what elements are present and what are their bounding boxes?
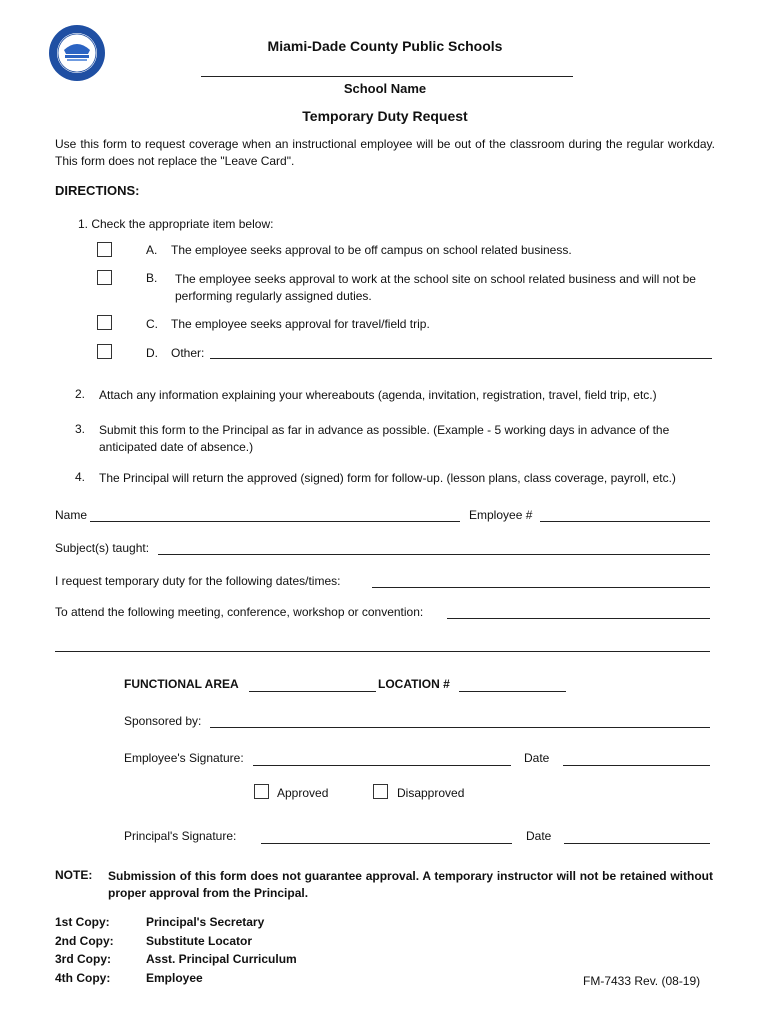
location-label: LOCATION # — [378, 677, 450, 691]
copy-1-value: Principal's Secretary — [146, 915, 265, 929]
checkbox-disapproved[interactable] — [373, 784, 388, 799]
option-c-text: The employee seeks approval for travel/field trip. — [171, 317, 430, 331]
step-3-num: 3. — [75, 422, 86, 436]
checkbox-option-b[interactable] — [97, 270, 112, 285]
step-2-text: Attach any information explaining your whereabouts (agenda, invitation, registration, travel, field trip, etc.) — [99, 388, 657, 402]
principal-signature-label: Principal's Signature: — [124, 829, 237, 843]
section-divider — [55, 651, 710, 652]
dates-label: I request temporary duty for the following dates/times: — [55, 574, 341, 588]
checkbox-option-d[interactable] — [97, 344, 112, 359]
copy-2-value: Substitute Locator — [146, 934, 253, 948]
step-4-text: The Principal will return the approved (signed) form for follow-up. (lesson plans, class coverage, payroll, etc.) — [99, 471, 676, 485]
name-label: Name — [55, 508, 88, 522]
dates-input-line[interactable] — [372, 587, 710, 588]
note-label: NOTE: — [55, 868, 93, 882]
employee-signature-label: Employee's Signature: — [124, 751, 244, 765]
sponsored-by-input-line[interactable] — [210, 727, 710, 728]
principal-date-label: Date — [526, 829, 552, 843]
note-text: Submission of this form does not guarantee approval. A temporary instructor will not be retained without proper approval from the Principal. — [108, 869, 713, 900]
employee-number-label: Employee # — [469, 508, 533, 522]
option-a-letter: A. — [146, 243, 158, 257]
form-number: FM-7433 Rev. (08-19) — [583, 974, 701, 988]
step-1: 1. Check the appropriate item below: — [78, 217, 274, 231]
subjects-label: Subject(s) taught: — [55, 541, 150, 555]
step-3-text: Submit this form to the Principal as far in advance as possible. (Example - 5 working days in advance of the anticipated date of absence.) — [99, 423, 670, 454]
option-d-label: Other: — [171, 346, 205, 360]
employee-number-input-line[interactable] — [540, 521, 710, 522]
directions-heading: DIRECTIONS: — [55, 183, 140, 198]
approved-label: Approved — [277, 786, 329, 800]
school-name-line[interactable] — [201, 76, 573, 77]
intro-text: Use this form to request coverage when an instructional employee will be out of the classroom during the regular workday. This form does not replace the "Leave Card". — [55, 137, 715, 168]
other-input-line[interactable] — [210, 358, 712, 359]
employee-signature-line[interactable] — [253, 765, 511, 766]
employee-date-label: Date — [524, 751, 550, 765]
location-input-line[interactable] — [459, 691, 566, 692]
sponsored-by-label: Sponsored by: — [124, 714, 202, 728]
copy-1-label: 1st Copy: — [55, 915, 110, 929]
attend-input-line[interactable] — [447, 618, 710, 619]
copy-4-value: Employee — [146, 971, 203, 985]
copy-3-value: Asst. Principal Curriculum — [146, 952, 297, 966]
functional-area-input-line[interactable] — [249, 691, 376, 692]
school-name-label: School Name — [343, 81, 427, 96]
step-2-num: 2. — [75, 387, 86, 401]
option-b-text: The employee seeks approval to work at the school site on school related business and will not be performing regularly assigned duties. — [175, 272, 696, 303]
step-4-num: 4. — [75, 470, 86, 484]
employee-date-line[interactable] — [563, 765, 710, 766]
copy-2-label: 2nd Copy: — [55, 934, 114, 948]
principal-signature-line[interactable] — [261, 843, 512, 844]
disapproved-label: Disapproved — [397, 786, 465, 800]
checkbox-approved[interactable] — [254, 784, 269, 799]
option-d-letter: D. — [146, 346, 158, 360]
name-input-line[interactable] — [90, 521, 460, 522]
option-b-letter: B. — [146, 271, 158, 285]
attend-label: To attend the following meeting, conference, workshop or convention: — [55, 605, 424, 619]
org-title: Miami-Dade County Public Schools — [267, 38, 503, 54]
option-a-text: The employee seeks approval to be off campus on school related business. — [171, 243, 572, 257]
checkbox-option-c[interactable] — [97, 315, 112, 330]
copy-4-label: 4th Copy: — [55, 971, 111, 985]
subjects-input-line[interactable] — [158, 554, 710, 555]
option-c-letter: C. — [146, 317, 158, 331]
functional-area-label: FUNCTIONAL AREA — [124, 677, 239, 691]
checkbox-option-a[interactable] — [97, 242, 112, 257]
form-title: Temporary Duty Request — [302, 108, 468, 124]
copy-3-label: 3rd Copy: — [55, 952, 112, 966]
principal-date-line[interactable] — [564, 843, 710, 844]
